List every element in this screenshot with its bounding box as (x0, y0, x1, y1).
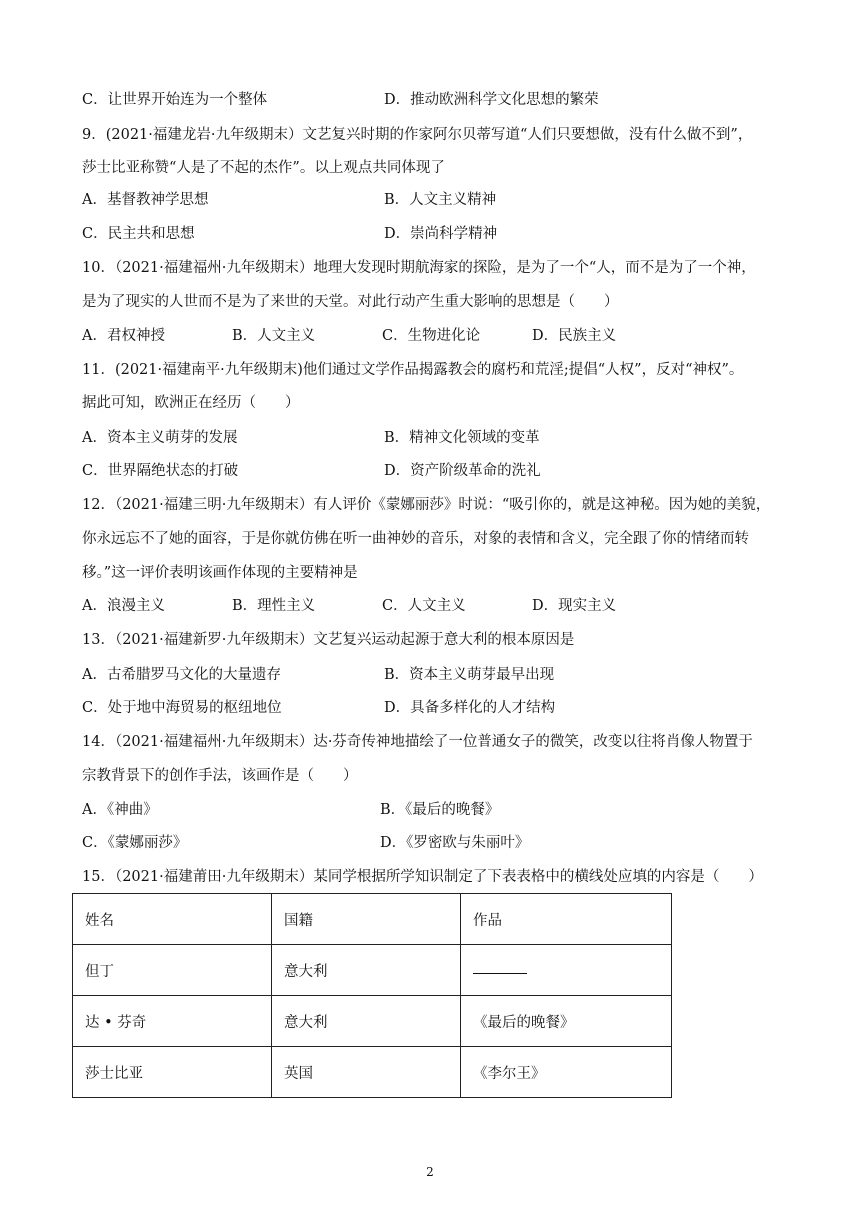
q12-option-d: D．现实主义 (532, 598, 617, 614)
q13-option-b: B．资本主义萌芽最早出现 (384, 667, 555, 683)
q14-stem-line2: 宗教背景下的创作手法，该画作是（ ） (82, 768, 358, 784)
table-cell: 意大利 (272, 996, 461, 1047)
q14-option-b: B．《最后的晚餐》 (380, 802, 500, 818)
q14-stem-line1: 14．（2021·福建福州·九年级期末）达·芬奇传神地描绘了一位普通女子的微笑，改变以往将肖像人物置于 (82, 734, 753, 750)
q11-stem-line1: 11．(2021·福建南平·九年级期末)他们通过文学作品揭露教会的腐朽和荒淫;提倡“人权”，反对“神权”。 (82, 362, 744, 378)
q12-stem-line3: 移。”这一评价表明该画作体现的主要精神是 (82, 565, 358, 581)
q15-stem-line1: 15．（2021·福建莆田·九年级期末）某同学根据所学知识制定了下表表格中的横线处应填的内容是（ ） (82, 869, 763, 885)
q11-stem-line2: 据此可知，欧洲正在经历（ ） (82, 395, 300, 411)
table-header-row (73, 894, 672, 945)
q10-option-d: D．民族主义 (532, 328, 617, 344)
q12-option-b: B．理性主义 (232, 598, 316, 614)
q12-stem-line2: 你永远忘不了她的面容，于是你就仿佛在听一曲神妙的音乐，对象的表情和含义，完全跟了你的情绪而转 (82, 531, 749, 547)
table-row (73, 996, 672, 1047)
q9-stem-line1: 9．(2021·福建龙岩·九年级期末）文艺复兴时期的作家阿尔贝蒂写道“人们只要想做，没有什么做不到”， (82, 127, 753, 143)
table-cell: 达 • 芬奇 (73, 996, 272, 1047)
q10-stem-line1: 10．（2021·福建福州·九年级期末）地理大发现时期航海家的探险，是为了一个“人，而不是为了一个神， (82, 260, 756, 276)
q14-option-d: D．《罗密欧与朱丽叶》 (380, 835, 530, 851)
table-header-cell: 国籍 (272, 894, 461, 945)
q8-option-d: D．推动欧洲科学文化思想的繁荣 (384, 92, 599, 108)
table-row (73, 945, 672, 996)
q12-option-a: A．浪漫主义 (82, 598, 165, 614)
q10-option-b: B．人文主义 (232, 328, 316, 344)
q9-option-d: D．崇尚科学精神 (384, 226, 498, 242)
q11-option-b: B．精神文化领域的变革 (384, 430, 540, 446)
q13-stem-line1: 13．（2021·福建新罗·九年级期末）文艺复兴运动起源于意大利的根本原因是 (82, 632, 575, 648)
table-cell: 英国 (272, 1047, 461, 1098)
q11-option-c: C．世界隔绝状态的打破 (82, 463, 239, 479)
q9-stem-line2: 莎士比亚称赞“人是了不起的杰作”。以上观点共同体现了 (82, 160, 445, 176)
table-cell: 莎士比亚 (73, 1047, 272, 1098)
q9-option-b: B．人文主义精神 (384, 192, 497, 208)
table-cell: 但丁 (73, 945, 272, 996)
q12-option-c: C．人文主义 (382, 598, 466, 614)
table-cell: 《最后的晚餐》 (461, 996, 672, 1047)
q8-option-c: C．让世界开始连为一个整体 (82, 92, 268, 108)
q13-option-c: C．处于地中海贸易的枢纽地位 (82, 700, 282, 716)
table-row (73, 1047, 672, 1098)
q14-option-a: A．《神曲》 (82, 802, 158, 818)
q13-option-d: D．具备多样化的人才结构 (384, 700, 556, 716)
table-header-cell: 姓名 (73, 894, 272, 945)
q10-option-a: A．君权神授 (82, 328, 165, 344)
q10-option-c: C．生物进化论 (382, 328, 481, 344)
table-header-cell: 作品 (461, 894, 672, 945)
q14-option-c: C．《蒙娜丽莎》 (82, 835, 188, 851)
q11-option-a: A．资本主义萌芽的发展 (82, 430, 238, 446)
q13-option-a: A．古希腊罗马文化的大量遗存 (82, 667, 281, 683)
q9-option-c: C．民主共和思想 (82, 226, 195, 242)
page-number: 2 (426, 1165, 434, 1179)
q11-option-d: D．资产阶级革命的洗礼 (384, 463, 541, 479)
q10-stem-line2: 是为了现实的人世而不是为了来世的天堂。对此行动产生重大影响的思想是（ ） (82, 294, 619, 310)
table-cell: 《李尔王》 (461, 1047, 672, 1098)
table-cell: 意大利 (272, 945, 461, 996)
q15-table (72, 893, 672, 1098)
answer-blank-line (473, 963, 527, 974)
answer-blank-cell (461, 945, 672, 996)
q12-stem-line1: 12．（2021·福建三明·九年级期末）有人评价《蒙娜丽莎》时说：“吸引你的，就是这神秘。因为她的美貌， (82, 497, 771, 513)
q9-option-a: A．基督教神学思想 (82, 192, 209, 208)
